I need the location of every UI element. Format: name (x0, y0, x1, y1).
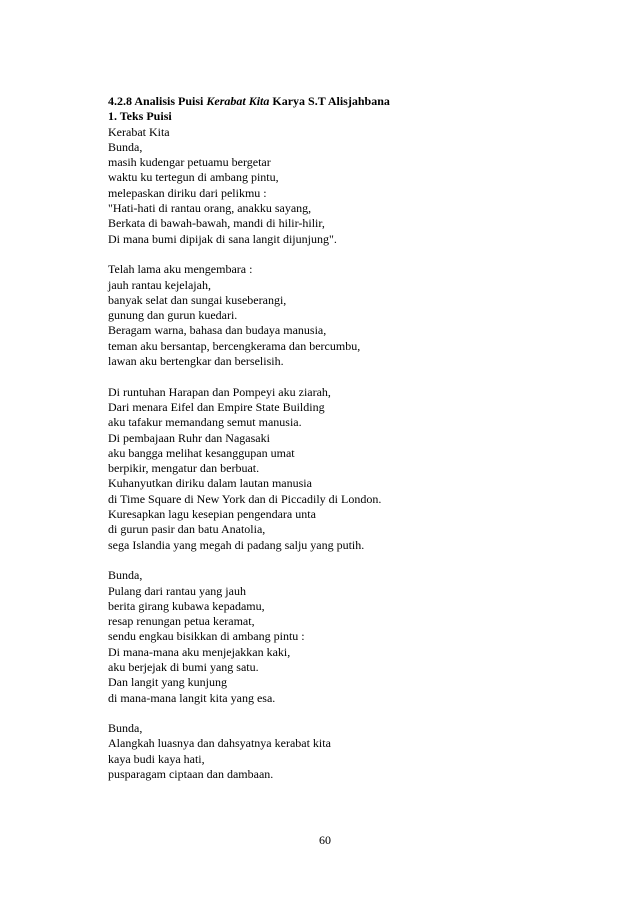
poem-line: Kuhanyutkan diriku dalam lautan manusia (108, 476, 312, 491)
poem-line: Dari menara Eifel dan Empire State Building (108, 399, 325, 414)
poem-line: teman aku bersantap, bercengkerama dan bercumbu, (108, 338, 361, 353)
poem-line: banyak selat dan sungai kuseberangi, (108, 292, 287, 307)
poem-line: waktu ku tertegun di ambang pintu, (108, 170, 279, 185)
poem-line: pusparagam ciptaan dan dambaan. (108, 767, 274, 782)
stanza-gap (108, 247, 528, 262)
stanza-gap (108, 706, 528, 721)
poem-line: sendu engkau bisikkan di ambang pintu : (108, 629, 305, 644)
page-content (108, 94, 528, 782)
poem-line: Di mana bumi dipijak di sana langit dijunjung". (108, 231, 337, 246)
poem-body (108, 140, 528, 782)
heading-title-italic: Kerabat Kita (206, 94, 270, 108)
poem-line: Beragam warna, bahasa dan budaya manusia, (108, 323, 327, 338)
poem-line: jauh rantau kejelajah, (108, 277, 211, 292)
poem-line: aku tafakur memandang semut manusia. (108, 415, 302, 430)
poem-line: resap renungan petua keramat, (108, 614, 255, 629)
poem-line: gunung dan gurun kuedari. (108, 308, 238, 323)
poem-line: Telah lama aku mengembara : (108, 262, 253, 277)
poem-line: di mana-mana langit kita yang esa. (108, 690, 276, 705)
poem-line: aku bangga melihat kesanggupan umat (108, 445, 295, 460)
heading-number: 4.2.8 Analisis Puisi (108, 94, 207, 108)
poem-line: Bunda, (108, 139, 143, 154)
poem-line: masih kudengar petuamu bergetar (108, 155, 271, 170)
poem-line: aku berjejak di bumi yang satu. (108, 659, 259, 674)
stanza (108, 262, 528, 369)
poem-title: Kerabat Kita (108, 124, 170, 139)
stanza-gap (108, 369, 528, 384)
poem-line: lawan aku bertengkar dan berselisih. (108, 354, 284, 369)
poem-line: Dan langit yang kunjung (108, 675, 227, 690)
poem-line: Di runtuhan Harapan dan Pompeyi aku ziarah, (108, 384, 331, 399)
poem-line: Bunda, (108, 568, 143, 583)
poem-line: melepaskan diriku dari pelikmu : (108, 185, 267, 200)
poem-line: Berkata di bawah-bawah, mandi di hilir-hilir, (108, 216, 325, 231)
poem-line: "Hati-hati di rantau orang, anakku sayang, (108, 201, 312, 216)
poem-line: berpikir, mengatur dan berbuat. (108, 461, 260, 476)
page-number: 60 (319, 833, 331, 847)
poem-line: Di pembajaan Ruhr dan Nagasaki (108, 430, 270, 445)
stanza (108, 140, 528, 247)
subheading: 1. Teks Puisi (108, 109, 172, 124)
section-heading (108, 94, 528, 109)
poem-line: kaya budi kaya hati, (108, 751, 205, 766)
stanza (108, 721, 528, 782)
poem-line: Alangkah luasnya dan dahsyatnya kerabat kita (108, 736, 331, 751)
stanza-gap (108, 553, 528, 568)
poem-line: sega Islandia yang megah di padang salju yang putih. (108, 537, 365, 552)
stanza (108, 568, 528, 706)
stanza (108, 385, 528, 553)
poem-line: Bunda, (108, 721, 143, 736)
poem-line: Di mana-mana aku menjejakkan kaki, (108, 644, 291, 659)
poem-line: berita girang kubawa kepadamu, (108, 598, 265, 613)
heading-rest: Karya S.T Alisjahbana (269, 94, 390, 108)
poem-line: di gurun pasir dan batu Anatolia, (108, 522, 266, 537)
poem-line: Pulang dari rantau yang jauh (108, 583, 246, 598)
poem-line: di Time Square di New York dan di Piccadily di London. (108, 491, 382, 506)
poem-line: Kuresapkan lagu kesepian pengendara unta (108, 507, 316, 522)
